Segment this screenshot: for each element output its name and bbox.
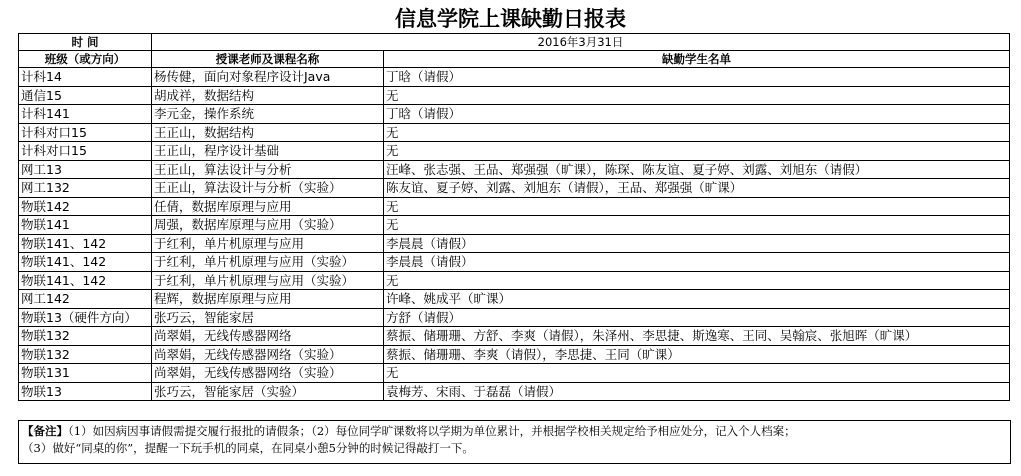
remarks-box	[18, 420, 1011, 464]
absent-students-cell: 无	[384, 271, 1010, 290]
table-row	[19, 68, 1010, 87]
class-cell: 物联142	[19, 197, 152, 216]
class-cell: 通信15	[19, 86, 152, 105]
table-row	[19, 308, 1010, 327]
absent-students-cell: 无	[384, 364, 1010, 383]
class-cell: 物联131	[19, 364, 152, 383]
absent-students-cell: 丁晗（请假）	[384, 105, 1010, 124]
teacher-course-cell: 张巧云，智能家居	[152, 308, 384, 327]
absent-students-cell: 许峰、姚成平（旷课）	[384, 290, 1010, 309]
table-row	[19, 382, 1010, 401]
class-cell: 计科对口15	[19, 142, 152, 161]
teacher-course-cell: 杨传健，面向对象程序设计Java	[152, 68, 384, 87]
table-row	[19, 179, 1010, 198]
teacher-course-cell: 于红利，单片机原理与应用	[152, 234, 384, 253]
class-cell: 物联141、142	[19, 234, 152, 253]
teacher-course-cell: 尚翠娟，无线传感器网络	[152, 327, 384, 346]
absent-students-cell: 无	[384, 142, 1010, 161]
teacher-course-cell: 尚翠娟，无线传感器网络（实验）	[152, 345, 384, 364]
absent-students-cell: 李晨晨（请假）	[384, 253, 1010, 272]
table-row	[19, 234, 1010, 253]
class-cell: 网工13	[19, 160, 152, 179]
class-cell: 物联132	[19, 345, 152, 364]
class-cell: 物联141、142	[19, 253, 152, 272]
teacher-course-cell: 王正山，算法设计与分析（实验）	[152, 179, 384, 198]
class-cell: 物联141、142	[19, 271, 152, 290]
table-row	[19, 86, 1010, 105]
remarks-text-2: （3）做好“同桌的你”，提醒一下玩手机的同桌，在同桌小憩5分钟的时候记得敲打一下。	[22, 441, 474, 455]
teacher-course-cell: 于红利，单片机原理与应用（实验）	[152, 271, 384, 290]
teacher-course-cell: 李元金，操作系统	[152, 105, 384, 124]
column-header-teacher-course: 授课老师及课程名称	[152, 51, 384, 68]
time-label: 时 间	[19, 34, 152, 51]
absent-students-cell: 袁梅芳、宋雨、于磊磊（请假）	[384, 382, 1010, 401]
teacher-course-cell: 于红利，单片机原理与应用（实验）	[152, 253, 384, 272]
table-row	[19, 216, 1010, 235]
time-row	[19, 34, 1010, 51]
table-row	[19, 253, 1010, 272]
table-row	[19, 290, 1010, 309]
class-cell: 物联132	[19, 327, 152, 346]
class-cell: 物联13	[19, 382, 152, 401]
table-row	[19, 345, 1010, 364]
absent-students-cell: 丁晗（请假）	[384, 68, 1010, 87]
remarks-label: 【备注】	[22, 424, 68, 438]
teacher-course-cell: 胡成祥，数据结构	[152, 86, 384, 105]
table-row	[19, 197, 1010, 216]
teacher-course-cell: 任倩，数据库原理与应用	[152, 197, 384, 216]
class-cell: 物联141	[19, 216, 152, 235]
class-cell: 物联13（硬件方向）	[19, 308, 152, 327]
absent-students-cell: 李晨晨（请假）	[384, 234, 1010, 253]
class-cell: 网工142	[19, 290, 152, 309]
table-row	[19, 327, 1010, 346]
table-row	[19, 105, 1010, 124]
report-title: 信息学院上课缺勤日报表	[395, 6, 626, 31]
teacher-course-cell: 周强，数据库原理与应用（实验）	[152, 216, 384, 235]
teacher-course-cell: 王正山，算法设计与分析	[152, 160, 384, 179]
teacher-course-cell: 尚翠娟，无线传感器网络（实验）	[152, 364, 384, 383]
remarks-text-1: （1）如因病因事请假需提交履行报批的请假条；（2）每位同学旷课数将以学期为单位累计，并根据学校相关规定给予相应处分，记入个人档案；	[68, 424, 796, 438]
remarks-line-1	[22, 423, 1007, 440]
absence-table	[18, 33, 1010, 401]
absent-students-cell: 陈友谊、夏子婷、刘露、刘旭东（请假），王品、郑强强（旷课）	[384, 179, 1010, 198]
absent-students-cell: 蔡振、储珊珊、方舒、李爽（请假），朱泽州、李思捷、斯逸寒、王同、吴翰宸、张旭晖（旷课）	[384, 327, 1010, 346]
class-cell: 计科对口15	[19, 123, 152, 142]
class-cell: 计科14	[19, 68, 152, 87]
absent-students-cell: 无	[384, 216, 1010, 235]
column-header-class: 班级（或方向）	[19, 51, 152, 68]
absent-students-cell: 汪峰、张志强、王品、郑强强（旷课），陈琛、陈友谊、夏子婷、刘露、刘旭东（请假）	[384, 160, 1010, 179]
absent-students-cell: 无	[384, 86, 1010, 105]
absent-students-cell: 无	[384, 123, 1010, 142]
absent-students-cell: 方舒（请假）	[384, 308, 1010, 327]
absent-students-cell: 无	[384, 197, 1010, 216]
table-row	[19, 271, 1010, 290]
table-row	[19, 364, 1010, 383]
table-row	[19, 142, 1010, 161]
teacher-course-cell: 程辉，数据库原理与应用	[152, 290, 384, 309]
teacher-course-cell: 王正山，数据结构	[152, 123, 384, 142]
table-row	[19, 160, 1010, 179]
report-date: 2016年3月31日	[152, 34, 1010, 51]
absent-students-cell: 蔡振、储珊珊、李爽（请假），李思捷、王同（旷课）	[384, 345, 1010, 364]
column-header-absent-students: 缺勤学生名单	[384, 51, 1010, 68]
class-cell: 网工132	[19, 179, 152, 198]
teacher-course-cell: 王正山，程序设计基础	[152, 142, 384, 161]
class-cell: 计科141	[19, 105, 152, 124]
teacher-course-cell: 张巧云，智能家居（实验）	[152, 382, 384, 401]
header-row	[19, 51, 1010, 68]
table-row	[19, 123, 1010, 142]
